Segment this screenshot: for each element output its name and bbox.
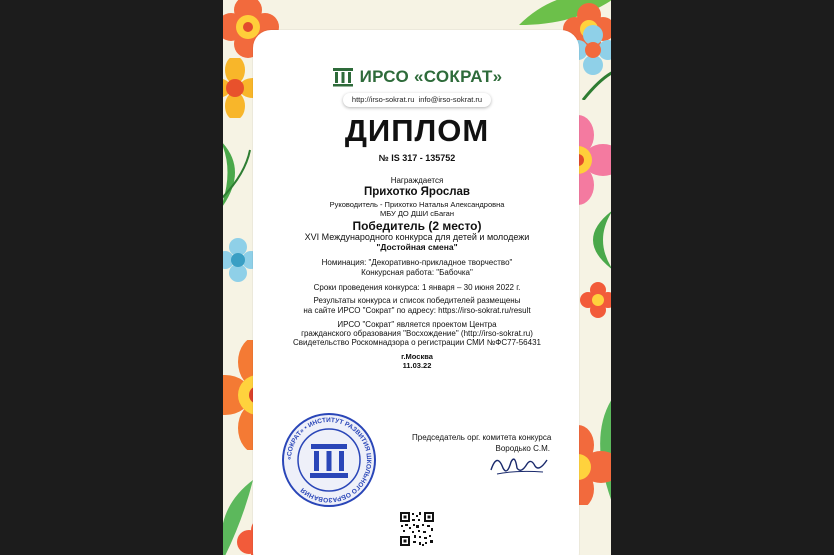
diploma-page (223, 0, 611, 555)
brand-logo (223, 67, 611, 91)
issue-date: 11.03.22 (402, 361, 432, 370)
handwritten-signature (487, 450, 553, 480)
official-seal-icon (281, 412, 377, 508)
contact-pill (343, 93, 491, 107)
recipient-name: Прихотко Ярослав (364, 186, 470, 198)
results-line-2: на сайте ИРСО "Сократ" по адресу: https://irso-sokrat.ru/result (303, 306, 531, 315)
place-result: Победитель (2 место) (352, 219, 482, 233)
city: г.Москва (401, 352, 433, 361)
column-icon (332, 67, 354, 87)
nomination: Номинация: "Декоративно-прикладное творчество" (321, 258, 513, 267)
project-line-2: гражданского образования "Восхождение" (http://irso-sokrat.ru) (301, 329, 533, 338)
project-line-1: ИРСО "Сократ" является проектом Центра (337, 320, 497, 329)
document-number: № IS 317 - 135752 (378, 153, 456, 163)
project-line-3: Свидетельство Роскомнадзора о регистрации СМИ №ФС77-56431 (293, 338, 541, 347)
institution: МБУ ДО ДШИ сБаган (380, 209, 454, 218)
signature-name: Вородько С.М. (495, 444, 550, 453)
supervisor: Руководитель - Прихотко Наталья Александровна (329, 200, 505, 209)
qr-code-icon[interactable] (399, 511, 435, 547)
brand-name: ИРСО «СОКРАТ» (359, 67, 503, 86)
contest-title: XVI Международного конкурса для детей и молодежи (304, 232, 530, 242)
contest-work: Конкурсная работа: "Бабочка" (361, 268, 473, 277)
signature-role: Председатель орг. комитета конкурса (412, 433, 552, 442)
contest-dates: Сроки проведения конкурса: 1 января – 30 июня 2022 г. (313, 283, 521, 292)
site-link[interactable]: http://irso-sokrat.ru (351, 95, 415, 104)
contest-name: "Достойная смена" (376, 242, 458, 252)
awarded-label: Награждается (390, 176, 444, 185)
document-title: ДИПЛОМ (344, 113, 490, 148)
email-link[interactable]: info@irso-sokrat.ru (418, 95, 483, 104)
seal-text: «СОКРАТ» • ИНСТИТУТ РАЗВИТИЯ ШКОЛЬНОГО ОБРАЗОВАНИЯ (285, 416, 373, 504)
results-line-1: Результаты конкурса и список победителей размещены (313, 296, 521, 305)
